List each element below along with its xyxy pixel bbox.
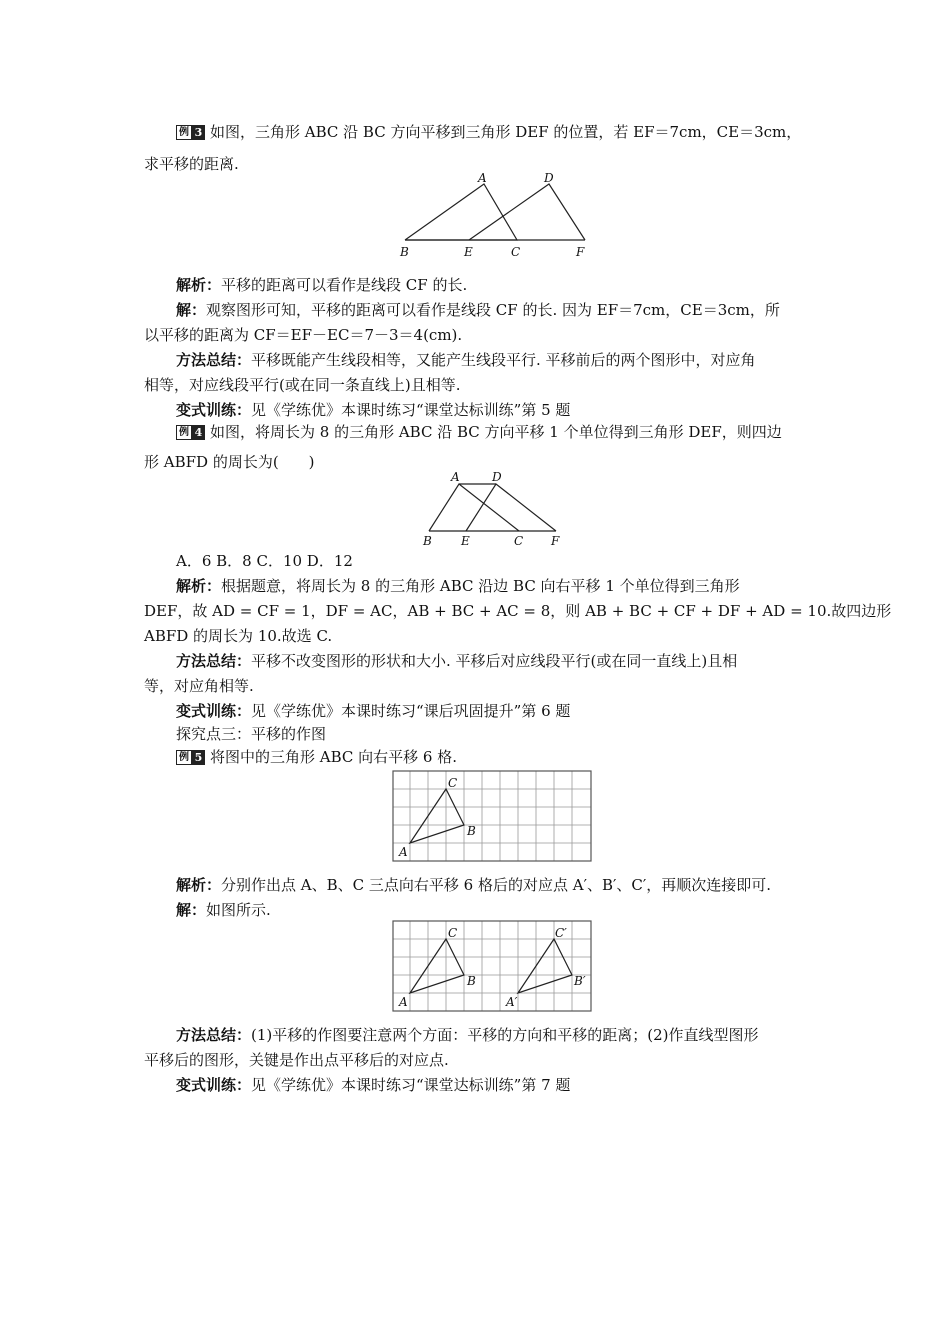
example-5-question: 例 5 将图中的三角形 ABC 向右平移 6 格. bbox=[176, 744, 808, 770]
example-3-solution: 解：观察图形可知，平移的距离可以看作是线段 CF 的长. 因为 EF＝7cm，CE＝3cm，所 bbox=[176, 301, 780, 319]
label-C: C bbox=[448, 776, 458, 790]
label-A: A bbox=[451, 470, 460, 484]
label-A: A bbox=[399, 845, 408, 859]
label-E: E bbox=[461, 534, 470, 548]
label-C: C bbox=[448, 926, 458, 940]
example-badge: 例 4 bbox=[176, 425, 206, 440]
example-5-analysis: 解析：分别作出点 A、B、C 三点向右平移 6 格后的对应点 A′、B′、C′，再顺次连接即可. bbox=[176, 876, 772, 894]
grid-figure-original bbox=[392, 770, 594, 864]
label-F: F bbox=[551, 534, 560, 548]
example-4-question-cont: 形 ABFD 的周长为( ) bbox=[144, 453, 315, 471]
example-4-analysis-cont: DEF，故 AD = CF = 1，DF = AC，AB + BC + AC = 8，则 AB + BC + CF + DF + AD = 10.故四边形 bbox=[144, 602, 892, 620]
label-C: C bbox=[511, 245, 521, 259]
example-3-summary: 方法总结：平移既能产生线段相等，又能产生线段平行. 平移前后的两个图形中，对应角 bbox=[176, 351, 756, 369]
example-5-solution: 解：如图所示. bbox=[176, 901, 271, 919]
label-E: E bbox=[464, 245, 473, 259]
example-5-drill: 变式训练：见《学练优》本课时练习“课堂达标训练”第 7 题 bbox=[176, 1076, 571, 1094]
example-3-summary-cont: 相等，对应线段平行(或在同一条直线上)且相等. bbox=[144, 376, 461, 394]
example-4-question: 例 4 如图，将周长为 8 的三角形 ABC 沿 BC 方向平移 1 个单位得到三角形 DEF，则四边 bbox=[176, 419, 808, 445]
grid-figure-solution bbox=[392, 920, 594, 1014]
label-D: D bbox=[544, 172, 554, 185]
example-3-question-cont: 求平移的距离. bbox=[144, 155, 239, 173]
label-B: B bbox=[423, 534, 432, 548]
example-3-analysis: 解析：平移的距离可以看作是线段 CF 的长. bbox=[176, 276, 468, 294]
example-4-summary: 方法总结：平移不改变图形的形状和大小. 平移后对应线段平行(或在同一直线上)且相 bbox=[176, 652, 738, 670]
label-B-prime: B′ bbox=[574, 974, 586, 988]
example-4-analysis-cont2: ABFD 的周长为 10.故选 C. bbox=[144, 627, 333, 645]
example-3-drill: 变式训练：见《学练优》本课时练习“课堂达标训练”第 5 题 bbox=[176, 401, 571, 419]
example-4-drill: 变式训练：见《学练优》本课时练习“课后巩固提升”第 6 题 bbox=[176, 702, 571, 720]
section-title: 探究点三：平移的作图 bbox=[176, 725, 327, 743]
example-5-summary-cont: 平移后的图形，关键是作出点平移后的对应点. bbox=[144, 1051, 449, 1069]
label-C-prime: C′ bbox=[555, 926, 567, 940]
label-D: D bbox=[492, 470, 502, 484]
label-A: A bbox=[399, 995, 408, 1009]
example-4-analysis: 解析：根据题意，将周长为 8 的三角形 ABC 沿边 BC 向右平移 1 个单位得到三角形 bbox=[176, 577, 740, 595]
example-badge: 例 3 bbox=[176, 125, 206, 140]
label-B: B bbox=[467, 824, 476, 838]
label-B: B bbox=[400, 245, 409, 259]
example-5-summary: 方法总结：(1)平移的作图要注意两个方面：平移的方向和平移的距离；(2)作直线型图形 bbox=[176, 1026, 759, 1044]
example-4-summary-cont: 等，对应角相等. bbox=[144, 677, 254, 695]
example-3-question: 例 3 如图，三角形 ABC 沿 BC 方向平移到三角形 DEF 的位置，若 EF＝7cm，CE＝3cm， bbox=[176, 119, 808, 145]
example-badge: 例 5 bbox=[176, 750, 206, 765]
label-A-prime: A′ bbox=[506, 995, 518, 1009]
figure-quadrilateral-abfd bbox=[420, 470, 570, 550]
label-A: A bbox=[478, 172, 487, 185]
label-F: F bbox=[576, 245, 585, 259]
example-4-options: A．6 B．8 C．10 D．12 bbox=[176, 552, 353, 570]
example-3-solution-cont: 以平移的距离为 CF＝EF－EC＝7－3＝4(cm). bbox=[144, 326, 463, 344]
figure-translation-triangles bbox=[396, 172, 596, 262]
label-B: B bbox=[467, 974, 476, 988]
label-C: C bbox=[514, 534, 524, 548]
grid-lines bbox=[393, 771, 591, 861]
